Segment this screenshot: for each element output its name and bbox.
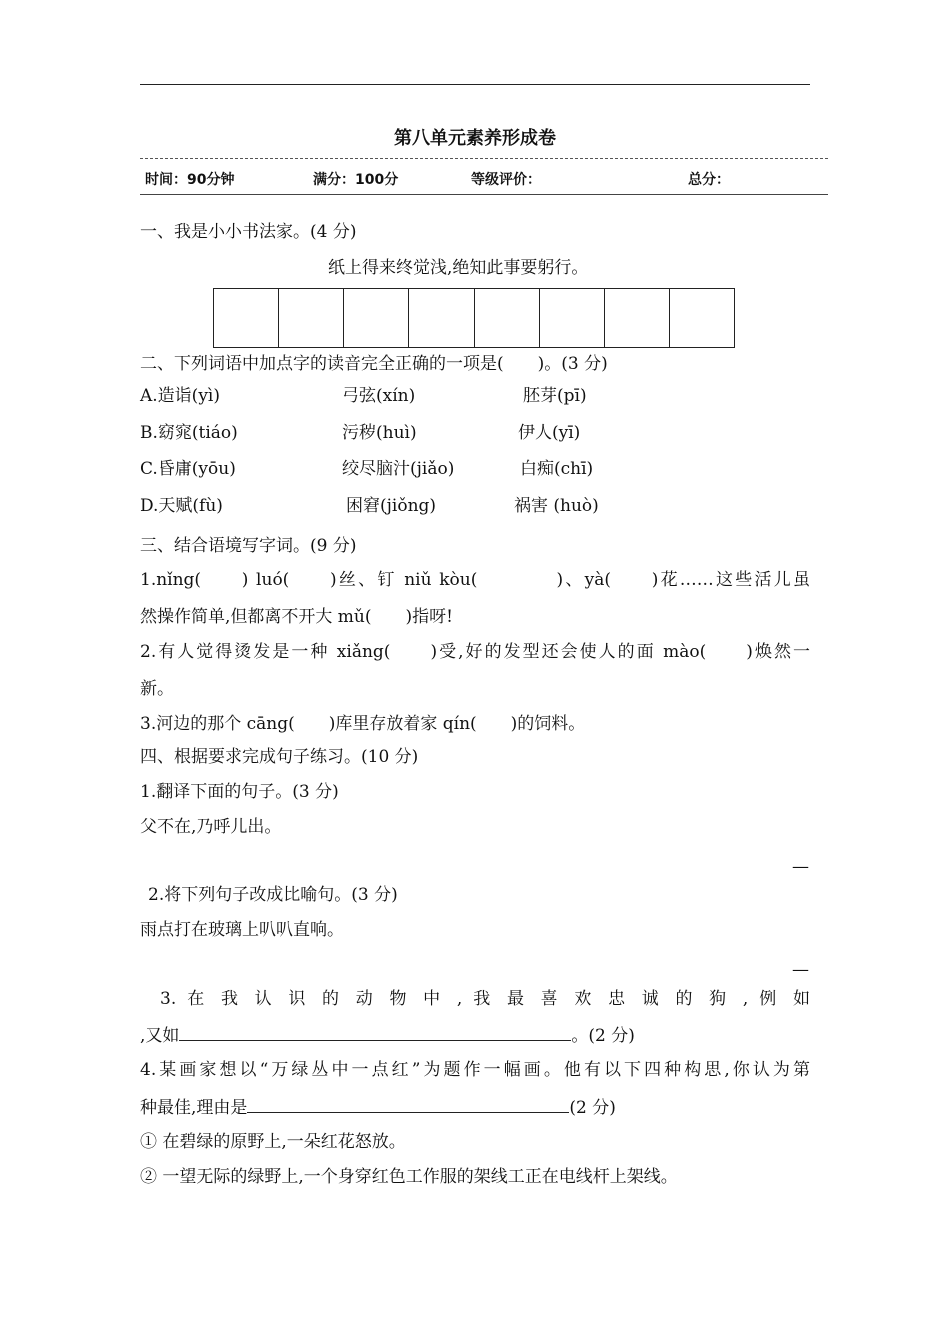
writing-grid <box>213 288 735 348</box>
s4-question-2-sentence: 雨点打在玻璃上叭叭直响。 <box>140 920 344 940</box>
s4-question-1-heading: 1.翻译下面的句子。(3 分) <box>140 782 339 802</box>
header-divider <box>140 194 828 195</box>
s4-question-3-suffix: 。(2 分) <box>571 1026 635 1046</box>
s3-question-2-line-1: 2.有人觉得烫发是一种 xiǎng( )受,好的发型还会使人的面 mào( )焕然一 <box>140 642 810 662</box>
writing-box[interactable] <box>409 289 474 347</box>
s3-question-1-line-2: 然操作简单,但都离不开大 mǔ( )指呀! <box>140 607 453 627</box>
option-a-word-1: A.造诣(yì) <box>140 386 220 406</box>
full-score-label: 满分：100分 <box>313 172 399 188</box>
dashed-divider <box>140 158 828 159</box>
writing-box[interactable] <box>540 289 605 347</box>
writing-box[interactable] <box>214 289 279 347</box>
writing-box[interactable] <box>605 289 670 347</box>
option-c-word-3: 白痴(chī) <box>520 459 594 479</box>
option-b-word-1: B.窈窕(tiáo) <box>140 423 238 443</box>
writing-box[interactable] <box>670 289 734 347</box>
answer-blank[interactable] <box>179 1024 571 1041</box>
s4-question-4-prefix: 种最佳,理由是 <box>140 1098 248 1118</box>
s3-question-1-line-1: 1.nǐng( ) luó( )丝、钉 niǔ kòu( )、yà( )花……这些活儿虽 <box>140 570 810 590</box>
page-title: 第八单元素养形成卷 <box>394 128 556 149</box>
s4-question-3-prefix: ,又如 <box>140 1026 180 1046</box>
s4-question-1-sentence: 父不在,乃呼儿出。 <box>140 817 282 837</box>
writing-box[interactable] <box>475 289 540 347</box>
top-rule <box>140 84 810 85</box>
writing-box[interactable] <box>344 289 409 347</box>
answer-blank[interactable] <box>247 1096 569 1113</box>
calligraphy-quote: 纸上得来终觉浅,绝知此事要躬行。 <box>328 258 589 278</box>
grade-label: 等级评价： <box>471 172 541 188</box>
writing-box[interactable] <box>279 289 344 347</box>
section-4-heading: 四、根据要求完成句子练习。(10 分) <box>140 747 419 767</box>
s4-question-4-line-1: 4.某画家想以“万绿丛中一点红”为题作一幅画。他有以下四种构思,你认为第 <box>140 1060 810 1080</box>
section-2-heading: 二、下列词语中加点字的读音完全正确的一项是( )。(3 分) <box>140 354 608 374</box>
s4-question-4-suffix: (2 分) <box>569 1098 616 1118</box>
s4-question-4-line-2 <box>140 1096 616 1119</box>
option-c-word-2: 绞尽脑汁(jiǎo) <box>342 459 455 479</box>
s3-question-3: 3.河边的那个 cāng( )库里存放着家 qín( )的饲料。 <box>140 714 586 734</box>
option-a-word-2: 弓弦(xín) <box>342 386 416 406</box>
s4-question-2-answer-line-end: — <box>792 960 809 980</box>
option-d-word-3: 祸害 (huò) <box>514 496 599 516</box>
s4-option-2: ② 一望无际的绿野上,一个身穿红色工作服的架线工正在电线杆上架线。 <box>140 1167 678 1187</box>
option-b-word-3: 伊人(yī) <box>518 423 581 443</box>
s3-question-2-line-2: 新。 <box>140 679 174 699</box>
s4-question-1-answer-line-end: — <box>792 857 809 877</box>
section-1-heading: 一、我是小小书法家。(4 分) <box>140 222 357 242</box>
s4-question-2-heading: 2.将下列句子改成比喻句。(3 分) <box>148 885 398 905</box>
option-b-word-2: 污秽(huì) <box>342 423 417 443</box>
option-d-word-2: 困窘(jiǒng) <box>346 496 437 516</box>
s4-question-3-line-2 <box>140 1024 635 1047</box>
total-score-label: 总分： <box>688 172 730 188</box>
option-d-word-1: D.天赋(fù) <box>140 496 223 516</box>
time-label: 时间：90分钟 <box>145 172 235 188</box>
s4-option-1: ① 在碧绿的原野上,一朵红花怒放。 <box>140 1132 406 1152</box>
option-a-word-3: 胚芽(pī) <box>523 386 587 406</box>
s4-question-3-line-1: 3. 在 我 认 识 的 动 物 中 , 我 最 喜 欢 忠 诚 的 狗 , 例 如 <box>160 989 810 1009</box>
option-c-word-1: C.昏庸(yōu) <box>140 459 236 479</box>
section-3-heading: 三、结合语境写字词。(9 分) <box>140 536 357 556</box>
